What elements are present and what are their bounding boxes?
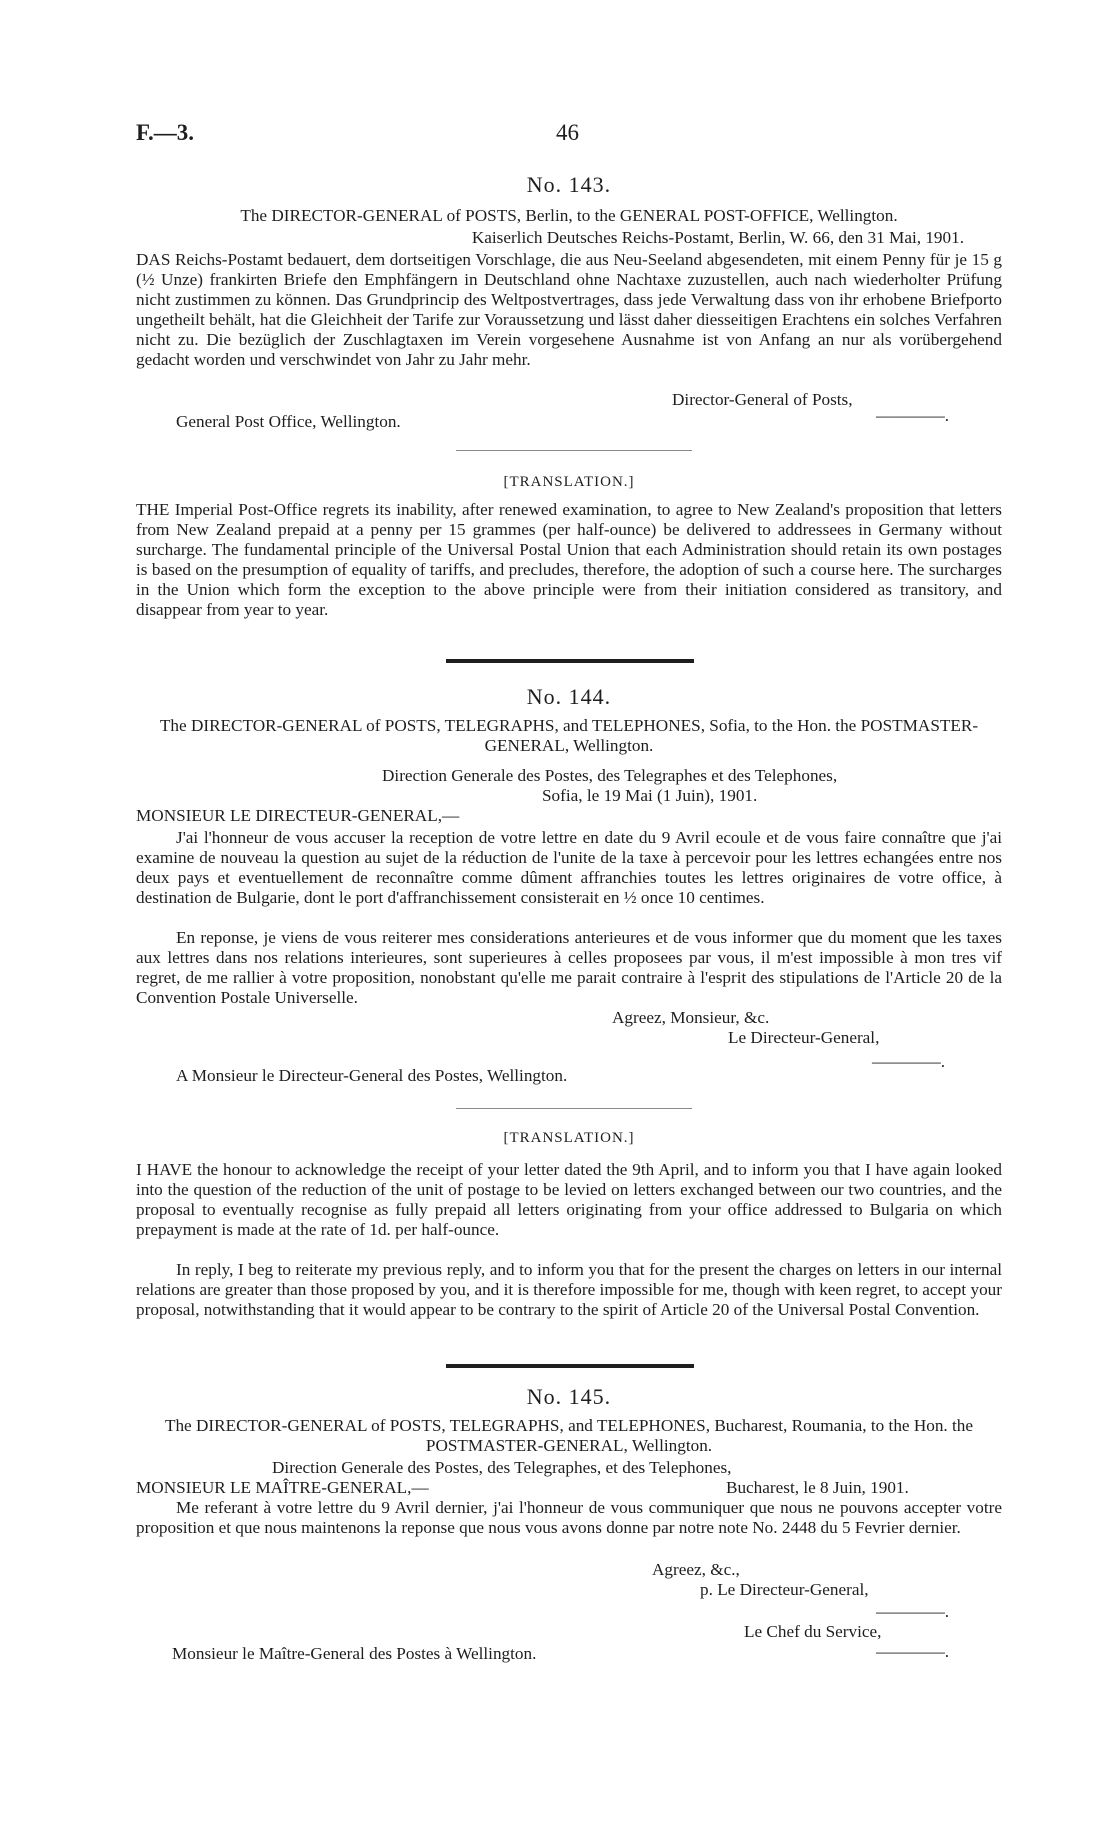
- letter-144-translation-label: [TRANSLATION.]: [503, 1130, 635, 1146]
- letter-144-address-1: Direction Generale des Postes, des Telegraphes et des Telephones,: [382, 766, 838, 785]
- letter-144-translation-2: In reply, I beg to reiterate my previous reply, and to inform you that for the present the charges on letters in our internal relations are greater than those proposed by you, and it is therefore impossible for me, though with keen regret, to accept your proposal, notwithstanding that it would appear to be contrary to the spirit of Article 20 of the Universal Postal Convention.: [136, 1260, 1002, 1320]
- letter-144-salutation: MONSIEUR LE DIRECTEUR-GENERAL,—: [136, 806, 460, 825]
- letter-145-signature: p. Le Directeur-General,: [700, 1580, 869, 1599]
- letter-145-addressee: Monsieur le Maître-General des Postes à Wellington.: [172, 1644, 537, 1663]
- letter-144-number: No. 144.: [526, 684, 612, 709]
- letter-144-para-2: En reponse, je viens de vous reiterer mes considerations anterieures et de vous informer que du moment que les taxes aux lettres dans nos relations interieures, sont superieures à celles proposees par vous, il m'est impossible à mon tres vif regret, de me rallier à votre proposition, nonobstant qu'elle me parait contraire à l'esprit des stipulations de l'Article 20 de la Convention Postale Universelle.: [136, 928, 1002, 1008]
- letter-144-heading: The DIRECTOR-GENERAL of POSTS, TELEGRAPHS, and TELEPHONES, Sofia, to the Hon. the POSTMASTER-GENERAL, Wellington.: [159, 716, 979, 756]
- letter-145-date: Bucharest, le 8 Juin, 1901.: [726, 1478, 909, 1497]
- letter-143-translation: THE Imperial Post-Office regrets its inability, after renewed examination, to agree to New Zealand's proposition that letters from New Zealand prepaid at a penny per 15 grammes (per half-ounce) be delivered to addressees in Germany without surcharge. The fundamental principle of the Universal Postal Union that each Administration should retain its own postages is based on the presumption of equality of tariffs, and precludes, therefore, the adoption of such a course here. The surcharges in the Union which form the exception to the above principle were from their initiation considered as transitory, and disappear from year to year.: [136, 500, 1002, 620]
- letter-145-address-1: Direction Generale des Postes, des Telegraphes, et des Telephones,: [272, 1458, 732, 1477]
- letter-143-number: No. 143.: [526, 172, 612, 197]
- divider: [456, 450, 692, 451]
- letter-145-number: No. 145.: [526, 1384, 612, 1409]
- letter-145-heading: The DIRECTOR-GENERAL of POSTS, TELEGRAPHS, and TELEPHONES, Bucharest, Roumania, to the Hon. the POSTMASTER-GENERAL, Wellington.: [164, 1416, 974, 1456]
- letter-143-sig-mark: ————.: [876, 406, 950, 425]
- parliamentary-paper-ref: F.—3.: [136, 120, 194, 145]
- letter-144-para-1: J'ai l'honneur de vous accuser la reception de votre lettre en date du 9 Avril ecoule et de vous faire connaître que j'ai examine de nouveau la question au sujet de la réduction de l'unite de la taxe à percevoir pour les lettres echangées entre nos deux pays et eventuellement de reconnaître comme dûment affranchies toutes les lettres originaires de votre office, à destination de Bulgarie, dont le port d'affranchissement consisterait en ½ once 10 centimes.: [136, 828, 1002, 908]
- letter-145-closing: Agreez, &c.,: [652, 1560, 740, 1579]
- letter-143-address: Kaiserlich Deutsches Reichs-Postamt, Berlin, W. 66, den 31 Mai, 1901.: [471, 228, 964, 247]
- section-divider: [446, 659, 694, 663]
- letter-145-sig-mark-1: ————.: [876, 1602, 950, 1621]
- letter-144-sig-mark: ————.: [872, 1052, 946, 1071]
- section-divider: [446, 1364, 694, 1368]
- letter-143-signature: Director-General of Posts,: [672, 390, 853, 409]
- letter-145-sig-mark-2: ————.: [876, 1642, 950, 1661]
- letter-144-signature: Le Directeur-General,: [728, 1028, 880, 1047]
- letter-144-address-2: Sofia, le 19 Mai (1 Juin), 1901.: [542, 786, 758, 805]
- letter-144-translation-1: I HAVE the honour to acknowledge the receipt of your letter dated the 9th April, and to inform you that I have again looked into the question of the reduction of the unit of postage to be levied on letters exchanged between our two countries, and the proposal to eventually recognise as fully prepaid all letters originating from your office addressed to Bulgaria on which prepayment is made at the rate of 1d. per half-ounce.: [136, 1160, 1002, 1240]
- page-number: 46: [556, 120, 579, 145]
- letter-145-chief: Le Chef du Service,: [744, 1622, 882, 1641]
- letter-143-addressee: General Post Office, Wellington.: [176, 412, 401, 431]
- letter-144-closing: Agreez, Monsieur, &c.: [612, 1008, 770, 1027]
- letter-144-addressee: A Monsieur le Directeur-General des Postes, Wellington.: [176, 1066, 568, 1085]
- letter-143-translation-label: [TRANSLATION.]: [503, 474, 635, 490]
- divider: [456, 1108, 692, 1109]
- letter-143-heading: The DIRECTOR-GENERAL of POSTS, Berlin, to the GENERAL POST-OFFICE, Wellington.: [240, 206, 898, 225]
- letter-145-salutation: MONSIEUR LE MAÎTRE-GENERAL,—: [136, 1478, 429, 1497]
- letter-143-body: DAS Reichs-Postamt bedauert, dem dortseitigen Vorschlage, die aus Neu-Seeland abgesendeten, mit einem Penny für je 15 g (½ Unze) frankirten Briefe den Emphfängern in Deutschland ohne Nachtaxe zuzustellen, auch nach wiederholter Prüfung nicht zustimmen zu können. Das Grundprincip des Weltpostvertrages, dass jede Verwaltung dass von ihr erhobene Briefporto ungetheilt behält, hat die Gleichheit der Tarife zur Voraussetzung und lässt daher diesseitigen Erachtens ein solches Verfahren nicht zu. Die bezüglich der Zuschlagtaxen im Verein vorgesehene Ausnahme ist von Anfang an nur als vorübergehend gedacht worden und verschwindet von Jahr zu Jahr mehr.: [136, 250, 1002, 370]
- letter-145-body: Me referant à votre lettre du 9 Avril dernier, j'ai l'honneur de vous communiquer que nous ne pouvons accepter votre proposition et que nous maintenons la reponse que nous vous avons donne par notre note No. 2448 du 5 Fevrier dernier.: [136, 1498, 1002, 1538]
